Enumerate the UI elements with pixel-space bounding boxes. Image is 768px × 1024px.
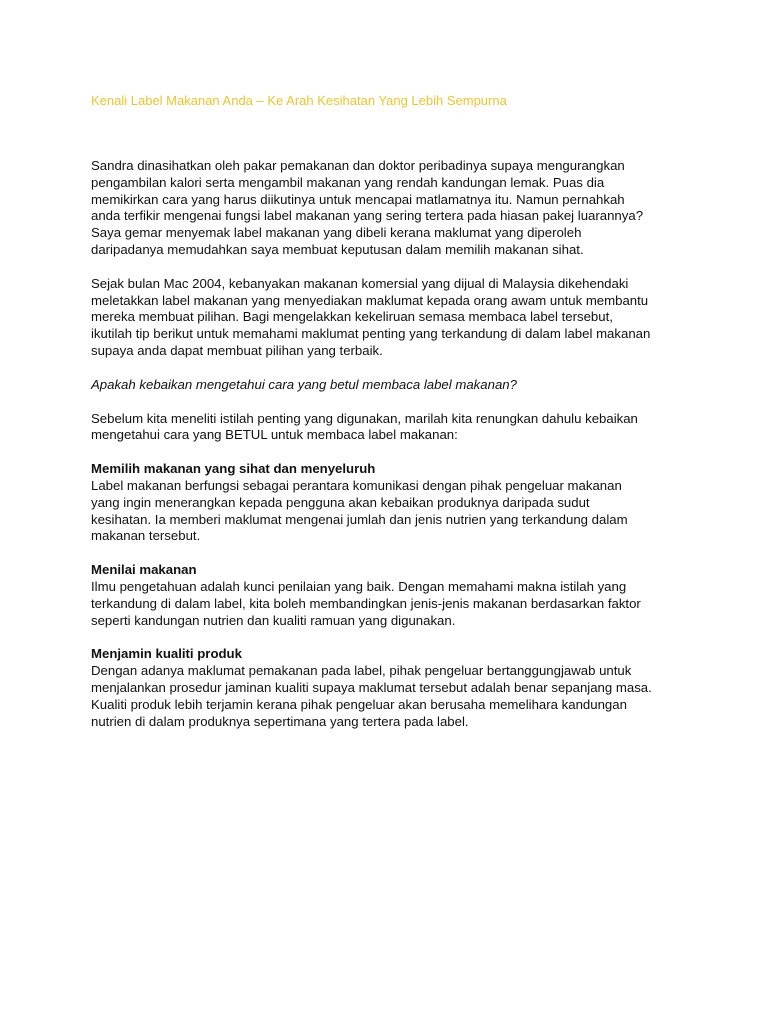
paragraph-line: daripadanya memudahkan saya membuat keputusan dalam memilih makanan sihat. (91, 241, 584, 257)
paragraph-line: meletakkan label makanan yang menyediakan maklumat kepada orang awam untuk membantu (91, 292, 649, 308)
document-body (91, 158, 691, 747)
paragraph-line: Kualiti produk lebih terjamin kerana pihak pengeluar akan berusaha memelihara kandungan (91, 696, 627, 712)
paragraph-line: mengetahui cara yang BETUL untuk membaca label makanan: (91, 427, 458, 443)
paragraph-line: Sandra dinasihatkan oleh pakar pemakanan dan doktor peribadinya supaya mengurangkan (91, 158, 625, 173)
paragraph-line: menjalankan prosedur jaminan kualiti supaya maklumat tersebut adalah benar sepanjang masa. (91, 679, 652, 695)
paragraph-line: makanan tersebut. (91, 528, 201, 544)
section-body (91, 478, 691, 545)
section-heading: Memilih makanan yang sihat dan menyeluruh (91, 461, 376, 477)
paragraph-line: pengambilan kalori serta mengambil makanan yang rendah kandungan lemak. Puas dia (91, 174, 605, 190)
paragraph-line: Saya gemar menyemak label makanan yang dibeli kerana maklumat yang diperoleh (91, 225, 582, 241)
paragraph-line: memikirkan cara yang harus diikutinya untuk mencapai matlamatnya itu. Namun pernahkah (91, 191, 625, 207)
section-body (91, 579, 691, 629)
question-text: Apakah kebaikan mengetahui cara yang betul membaca label makanan? (91, 376, 517, 392)
paragraph-line: Sejak bulan Mac 2004, kebanyakan makanan komersial yang dijual di Malaysia dikehendaki (91, 275, 629, 291)
regulation-paragraph (91, 276, 691, 360)
section-heading: Menjamin kualiti produk (91, 646, 242, 662)
paragraph-line: mereka membuat pilihan. Bagi mengelakkan kekeliruan semasa membaca label tersebut, (91, 309, 613, 325)
paragraph-line: kesihatan. Ia memberi maklumat mengenai jumlah dan jenis nutrien yang terkandung dalam (91, 511, 628, 527)
paragraph-line: anda terfikir mengenai fungsi label makanan yang sering tertera pada hiasan pakej luarannya? (91, 208, 644, 224)
paragraph-line: seperti kandungan nutrien dan kualiti ramuan yang digunakan. (91, 612, 456, 628)
question-heading (91, 377, 691, 394)
paragraph-line: Label makanan berfungsi sebagai perantara komunikasi dengan pihak pengeluar makanan (91, 477, 622, 493)
section-evaluate-food (91, 562, 691, 629)
section-heading: Menilai makanan (91, 562, 197, 578)
section-body (91, 663, 691, 730)
section-product-quality (91, 646, 691, 730)
paragraph-line: Sebelum kita meneliti istilah penting yang digunakan, marilah kita renungkan dahulu kebaikan (91, 410, 638, 426)
section-choose-healthy-food (91, 461, 691, 545)
paragraph-line: nutrien di dalam produknya sepertimana yang tertera pada label. (91, 713, 469, 729)
paragraph-line: supaya anda dapat membuat pilihan yang terbaik. (91, 342, 383, 358)
paragraph-line: Ilmu pengetahuan adalah kunci penilaian yang baik. Dengan memahami makna istilah yang (91, 578, 627, 594)
benefits-intro-paragraph (91, 411, 691, 445)
paragraph-line: terkandung di dalam label, kita boleh membandingkan jenis-jenis makanan berdasarkan faktor (91, 595, 641, 611)
intro-paragraph (91, 158, 691, 259)
document-title: Kenali Label Makanan Anda – Ke Arah Kesihatan Yang Lebih Sempurna (91, 93, 507, 108)
paragraph-line: yang ingin menerangkan kepada pengguna akan kebaikan produknya daripada sudut (91, 494, 590, 510)
paragraph-line: Dengan adanya maklumat pemakanan pada label, pihak pengeluar bertanggungjawab untuk (91, 663, 632, 679)
paragraph-line: ikutilah tip berikut untuk memahami maklumat penting yang terkandung di dalam label makanan (91, 326, 651, 342)
